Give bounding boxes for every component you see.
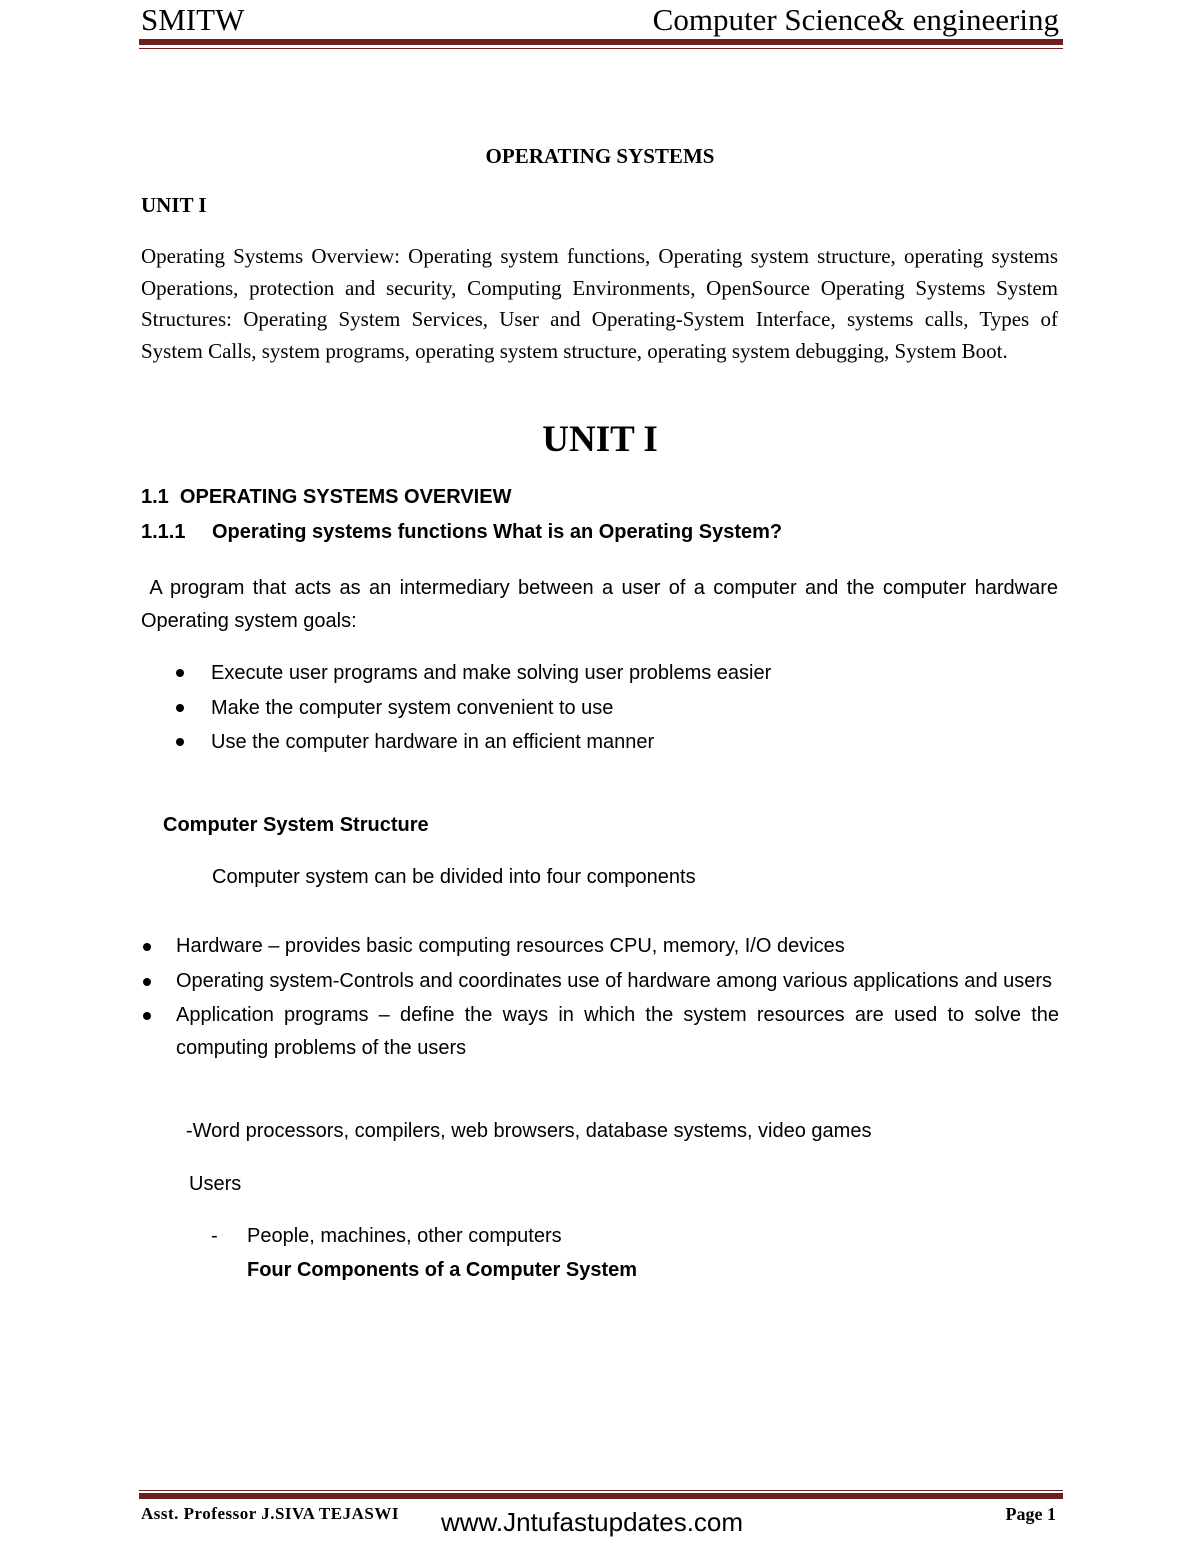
header-rule bbox=[139, 39, 1063, 45]
header-rule-thin bbox=[139, 48, 1063, 49]
header-department: Computer Science& engineering bbox=[652, 2, 1059, 37]
list-item-text: Execute user programs and make solving user problems easier bbox=[211, 662, 772, 684]
syllabus-paragraph: Operating Systems Overview: Operating system functions, Operating system structure, operating systems Operations, protection and security, Computing Environments, OpenSource Operating Systems System Structures: Operating System Services, User and Operating-System Interface, systems calls, Types of System Calls, system programs, operating system structure, operating system debugging, System Boot. bbox=[141, 244, 1058, 363]
components-list bbox=[141, 930, 1059, 1067]
list-item-text: Application programs – define the ways in which the system resources are used to solve the computing problems of the users bbox=[176, 1004, 1059, 1059]
list-item bbox=[141, 999, 1059, 1065]
goals-list bbox=[141, 656, 771, 760]
page-number: Page 1 bbox=[1005, 1504, 1056, 1524]
four-components-heading: Four Components of a Computer System bbox=[247, 1259, 638, 1281]
users-detail: People, machines, other computers bbox=[247, 1225, 562, 1247]
list-item bbox=[141, 965, 1059, 998]
bullet-icon bbox=[176, 669, 184, 677]
examples-line: -Word processors, compilers, web browsers, database systems, video games bbox=[186, 1120, 872, 1142]
header-institution: SMITW bbox=[141, 2, 245, 37]
bullet-icon bbox=[176, 738, 184, 746]
bullet-icon bbox=[143, 1012, 151, 1020]
section-number: 1.1.1 bbox=[141, 521, 186, 543]
structure-heading: Computer System Structure bbox=[163, 814, 429, 836]
users-dash: - bbox=[211, 1225, 218, 1247]
section-title: Operating systems functions What is an Operating System? bbox=[212, 521, 783, 543]
bullet-icon bbox=[143, 978, 151, 986]
list-item bbox=[141, 656, 771, 691]
list-item-text: Use the computer hardware in an efficient manner bbox=[211, 731, 655, 753]
list-item-text: Hardware – provides basic computing resources CPU, memory, I/O devices bbox=[176, 935, 845, 957]
list-item-text: Make the computer system convenient to use bbox=[211, 696, 614, 719]
unit-label: UNIT I bbox=[141, 193, 207, 217]
list-item bbox=[141, 725, 771, 760]
list-item-text: Operating system-Controls and coordinates use of hardware among various applications and users bbox=[176, 969, 1053, 992]
definition-paragraph: A program that acts as an intermediary between a user of a computer and the computer hardware Operating system goals: bbox=[141, 577, 1064, 632]
document-title: OPERATING SYSTEMS bbox=[485, 144, 715, 168]
users-label: Users bbox=[189, 1173, 242, 1195]
footer-rule-thin bbox=[139, 1490, 1063, 1491]
structure-intro: Computer system can be divided into four components bbox=[212, 866, 696, 888]
section-heading-1-1: 1.1 OPERATING SYSTEMS OVERVIEW bbox=[141, 486, 512, 508]
list-item bbox=[141, 930, 1059, 963]
list-item bbox=[141, 691, 771, 726]
bullet-icon bbox=[143, 943, 151, 951]
section-heading-1-1-1 bbox=[141, 521, 782, 544]
footer-author: Asst. Professor J.SIVA TEJASWI bbox=[141, 1504, 399, 1523]
bullet-icon bbox=[176, 704, 184, 712]
unit-heading: UNIT I bbox=[542, 419, 658, 460]
footer-rule bbox=[139, 1493, 1063, 1499]
footer-website: www.Jntufastupdates.com bbox=[441, 1507, 744, 1537]
